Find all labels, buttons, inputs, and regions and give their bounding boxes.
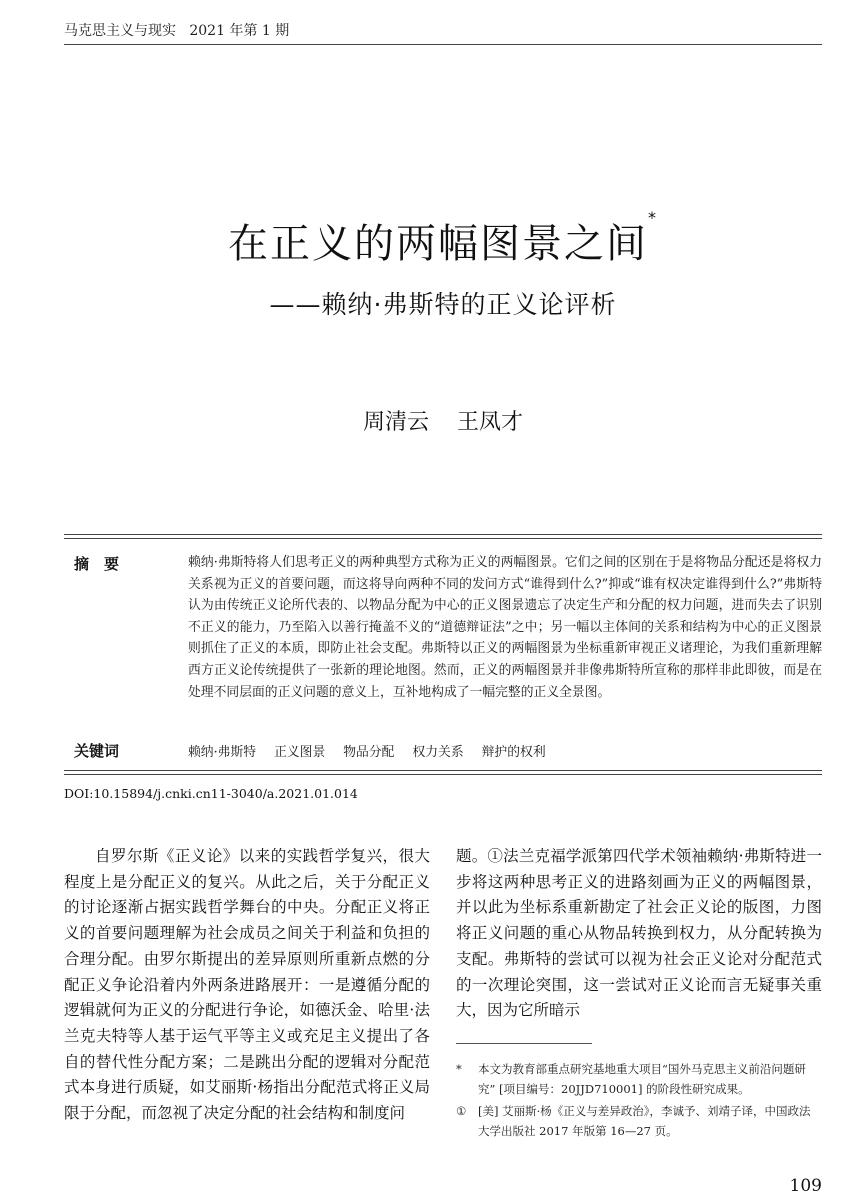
keyword: 赖纳·弗斯特	[188, 745, 257, 760]
body-column-right	[456, 844, 822, 1024]
abstract-top-rule-2	[64, 538, 822, 539]
body-paragraph: 自罗尔斯《正义论》以来的实践哲学复兴，很大程度上是分配正义的复兴。从此之后，关于分配正义的讨论逐渐占据实践哲学舞台的中央。分配正义将正义的首要问题理解为社会成员之间关于利益和负担的合理分配。由罗尔斯提出的差异原则所重新点燃的分配正义争论沿着内外两条进路展开：一是遵循分配的逻辑就何为正义的分配进行争论，如德沃金、哈里·法兰克夫特等人基于运气平等主义或充足主义提出了各自的替代性分配方案；二是跳出分配的逻辑对分配范式本身进行质疑，如艾丽斯·杨指出分配范式将正义局限于分配，而忽视了决定分配的社会结构和制度问	[64, 847, 430, 1123]
abstract-label: 摘 要	[74, 555, 120, 573]
footnote-mark: *	[456, 1062, 462, 1076]
keywords-list	[188, 741, 546, 760]
abstract-bottom-rule	[64, 770, 822, 771]
keywords-label: 关键词	[74, 742, 120, 760]
header-rule	[64, 44, 822, 45]
author-list	[64, 405, 822, 436]
issue-label: 2021 年第 1 期	[189, 23, 290, 39]
body-column-left	[64, 844, 430, 1127]
article-subtitle: ——赖纳·弗斯特的正义论评析	[269, 290, 617, 319]
footnotes	[456, 1059, 822, 1143]
footnote	[456, 1101, 822, 1141]
footnote-rule	[456, 1043, 592, 1044]
keyword: 辩护的权利	[481, 745, 546, 760]
keyword: 权力关系	[412, 745, 464, 760]
page-number: 109	[789, 1176, 822, 1196]
journal-name: 马克思主义与现实	[64, 23, 176, 39]
article-title	[64, 208, 822, 269]
author-name: 王凤才	[457, 410, 524, 435]
footnote-text: [美] 艾丽斯·杨《正义与差异政治》，李诚予、刘靖子译，中国政法大学出版社 2017 年版第 16—27 页。	[478, 1104, 811, 1138]
keyword: 物品分配	[343, 745, 395, 760]
author-name: 周清云	[362, 410, 429, 435]
keyword: 正义图景	[274, 745, 326, 760]
footnote-text: 本文为教育部重点研究基地重大项目“国外马克思主义前沿问题研究” [项目编号：20JJD710001] 的阶段性研究成果。	[478, 1062, 806, 1096]
title-text: 在正义的两幅图景之间	[228, 221, 648, 267]
footnote	[456, 1059, 822, 1099]
abstract-text: 赖纳·弗斯特将人们思考正义的两种典型方式称为正义的两幅图景。它们之间的区别在于是将物品分配还是将权力关系视为正义的首要问题，而这将导向两种不同的发问方式“谁得到什么?”抑或“谁有权决定谁得到什么?”弗斯特认为由传统正义论所代表的、以物品分配为中心的正义图景遗忘了决定生产和分配的权力问题，进而失去了识别不正义的能力，乃至陷入以善行掩盖不义的“道德辩证法”之中；另一幅以主体间的关系和结构为中心的正义图景则抓住了正义的本质，即防止社会支配。弗斯特以正义的两幅图景为坐标重新审视正义诸理论，为我们重新理解西方正义论传统提供了一张新的理论地图。然而，正义的两幅图景并非像弗斯特所宣称的那样非此即彼，而是在处理不同层面的正义问题的意义上，互补地构成了一幅完整的正义全景图。	[188, 555, 822, 700]
doi: DOI:10.15894/j.cnki.cn11-3040/a.2021.01.014	[64, 786, 358, 801]
abstract-top-rule	[64, 534, 822, 535]
body-paragraph: 题。①法兰克福学派第四代学术领袖赖纳·弗斯特进一步将这两种思考正义的进路刻画为正义的两幅图景，并以此为坐标系重新勘定了社会正义论的版图，力图将正义问题的重心从物品转换到权力，从分配转换为支配。弗斯特的尝试可以视为社会正义论对分配范式的一次理论突围，这一尝试对正义论而言无疑事关重大，因为它所暗示	[456, 847, 822, 1020]
abstract-bottom-rule-2	[64, 774, 822, 775]
footnote-mark: ①	[456, 1104, 467, 1118]
running-header	[64, 20, 822, 42]
title-footnote-mark: *	[648, 208, 658, 227]
